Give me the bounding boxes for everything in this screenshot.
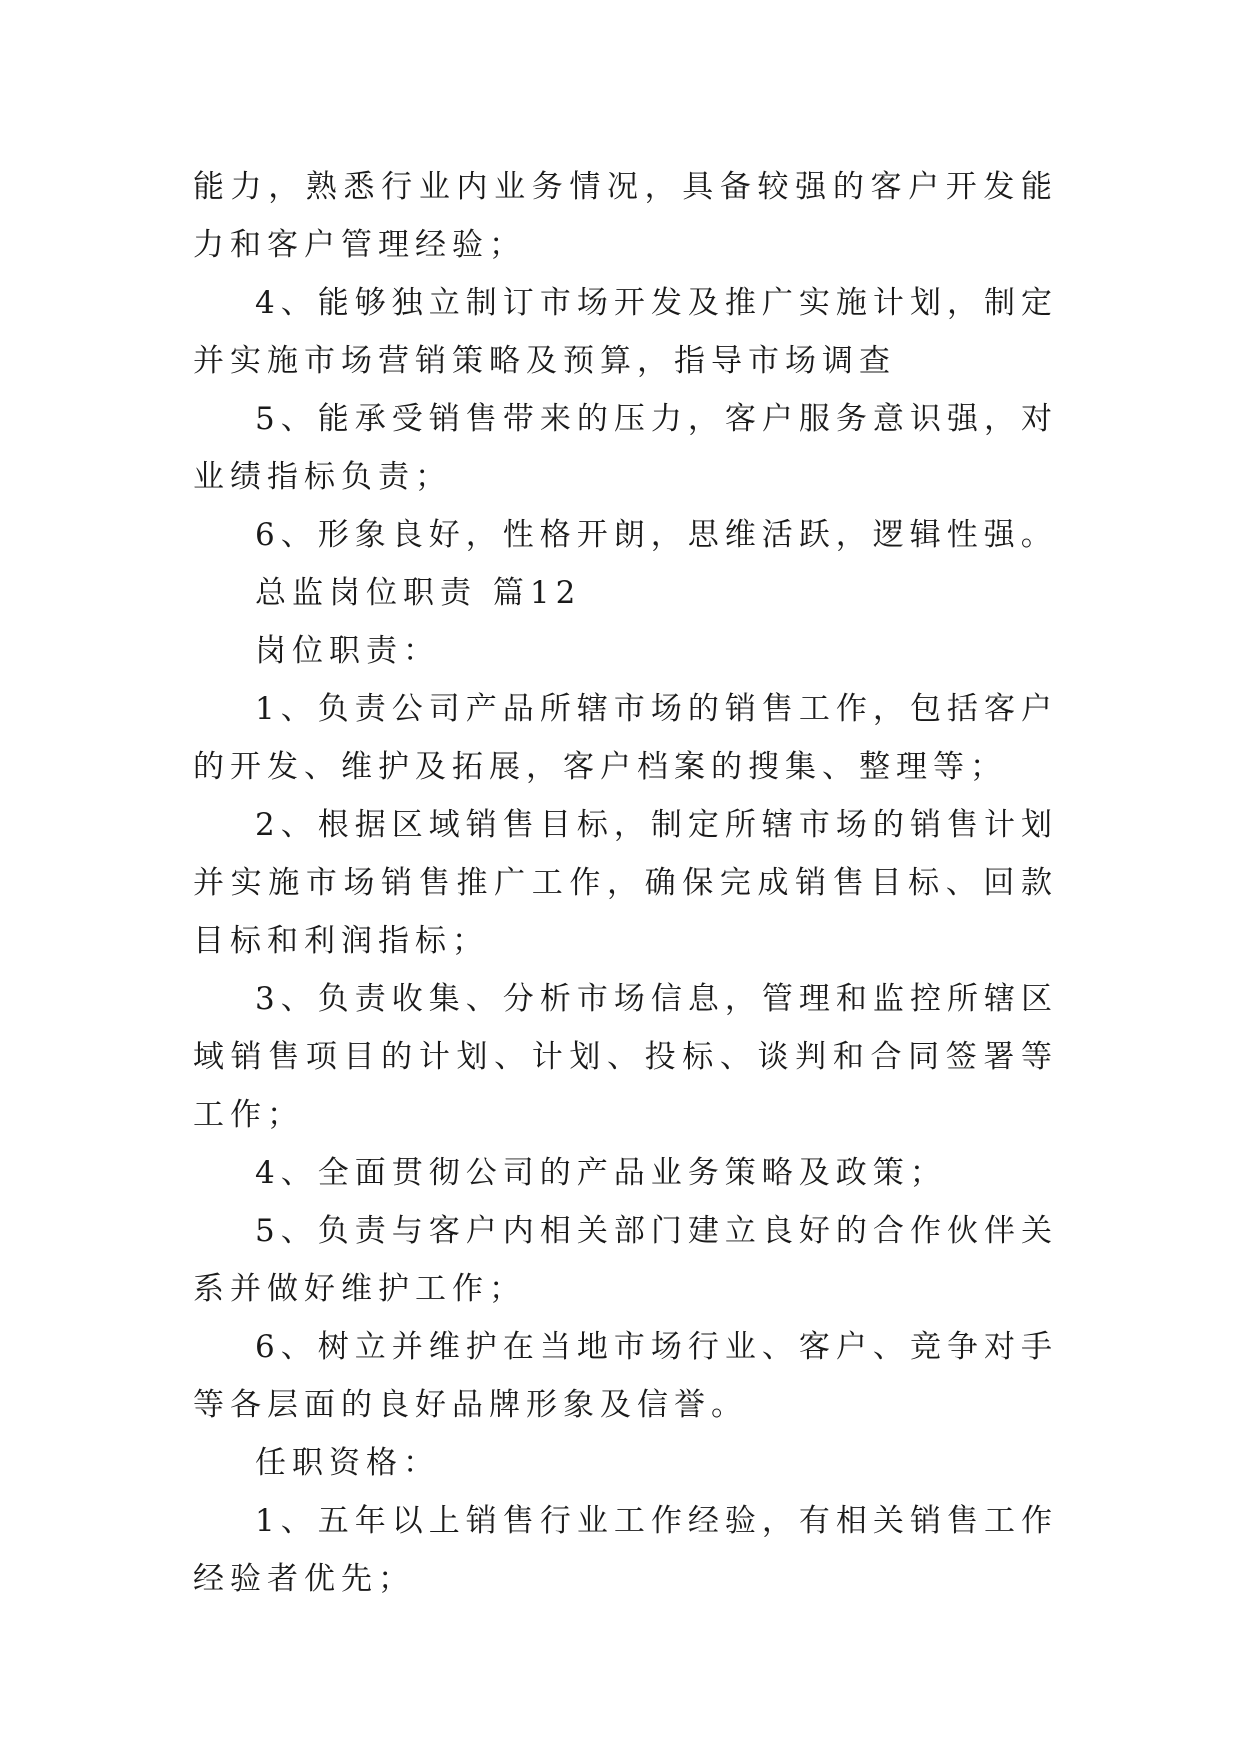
document-body: [193, 158, 1058, 1608]
subheading-duties: 岗位职责：: [255, 633, 440, 669]
paragraph-duty-2: 2、根据区域销售目标，制定所辖市场的销售计划并实施市场销售推广工作，确保完成销售目标、回款目标和利润指标；: [193, 807, 1058, 959]
paragraph-requirement-6: 6、形象良好，性格开朗，思维活跃，逻辑性强。: [255, 517, 1058, 553]
paragraph-requirement-4: 4、能够独立制订市场开发及推广实施计划，制定并实施市场营销策略及预算，指导市场调查: [193, 285, 1058, 379]
section-heading: 总监岗位职责 篇12: [255, 575, 582, 611]
subheading-qualifications: 任职资格：: [255, 1445, 440, 1481]
paragraph-duty-3: 3、负责收集、分析市场信息，管理和监控所辖区域销售项目的计划、计划、投标、谈判和合同签署等工作；: [193, 981, 1058, 1133]
paragraph-duty-6: 6、树立并维护在当地市场行业、客户、竞争对手等各层面的良好品牌形象及信誉。: [193, 1329, 1058, 1423]
paragraph-requirement-5: 5、能承受销售带来的压力，客户服务意识强，对业绩指标负责；: [193, 401, 1058, 495]
paragraph-duty-4: 4、全面贯彻公司的产品业务策略及政策；: [255, 1155, 947, 1191]
paragraph-continuation: 能力，熟悉行业内业务情况，具备较强的客户开发能力和客户管理经验；: [193, 169, 1058, 263]
paragraph-qualification-1: 1、五年以上销售行业工作经验，有相关销售工作经验者优先；: [193, 1503, 1058, 1597]
paragraph-duty-1: 1、负责公司产品所辖市场的销售工作，包括客户的开发、维护及拓展，客户档案的搜集、整理等；: [193, 691, 1058, 785]
paragraph-duty-5: 5、负责与客户内相关部门建立良好的合作伙伴关系并做好维护工作；: [193, 1213, 1058, 1307]
